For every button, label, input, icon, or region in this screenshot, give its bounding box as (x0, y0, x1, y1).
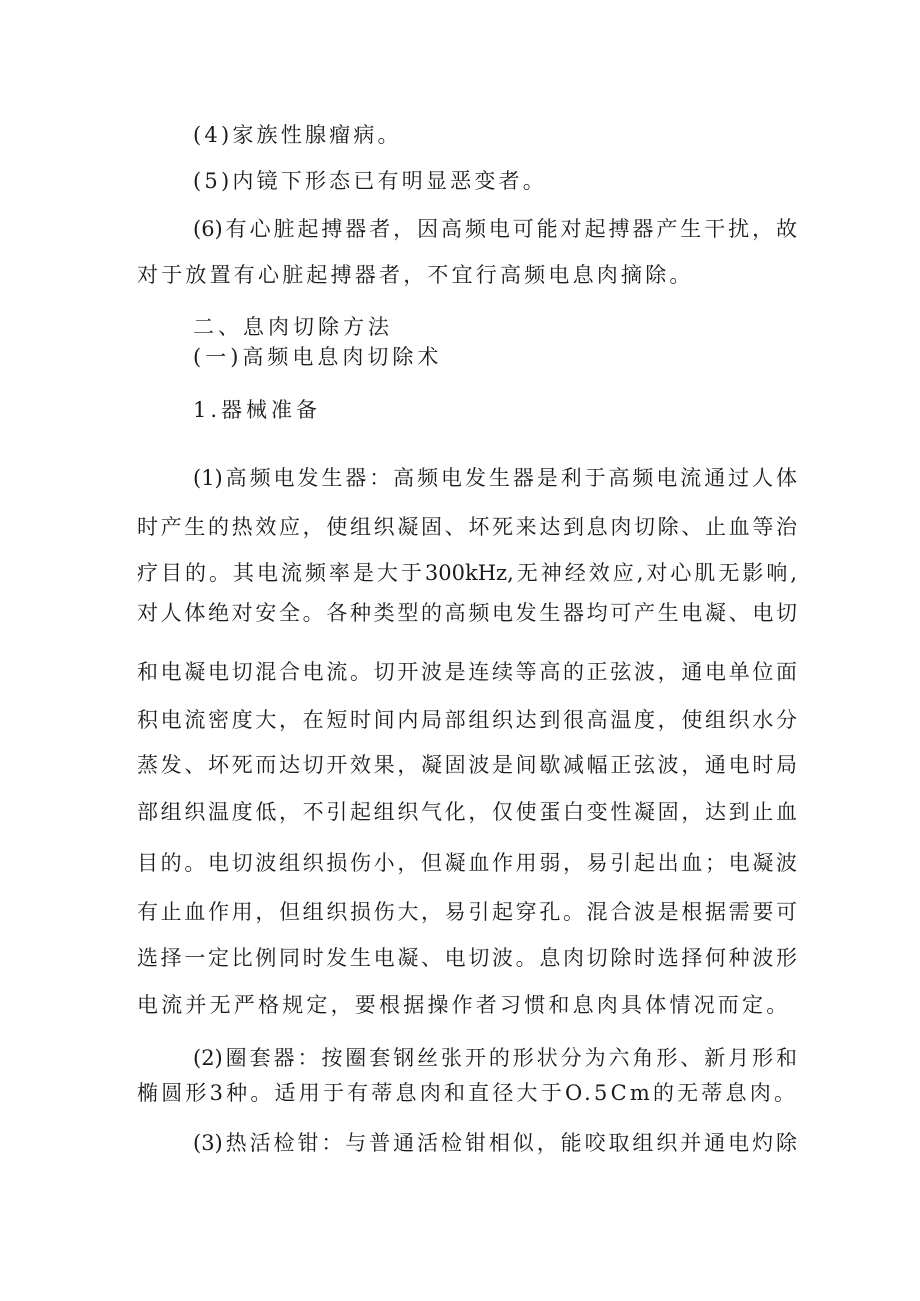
list-item-6: (6)有心脏起搏器者，因高频电可能对起搏器产生干扰，故 (193, 217, 797, 241)
section-heading: 二、息肉切除方法 (193, 315, 393, 339)
paragraph-line: 电流并无严格规定，要根据操作者习惯和息肉具体情况而定。 (137, 993, 791, 1017)
list-item-6-continued: 对于放置有心脏起搏器者，不宜行高频电息肉摘除。 (137, 263, 694, 287)
paragraph-line: (2)圈套器：按圈套钢丝张开的形状分为六角形、新月形和 (193, 1046, 797, 1070)
paragraph-line: (1)高频电发生器：高频电发生器是利于高频电流通过人体 (193, 466, 797, 490)
subsection-heading: (一)高频电息肉切除术 (193, 345, 443, 369)
paragraph-line: 目的。电切波组织损伤小，但凝血作用弱，易引起出血；电凝波 (137, 851, 797, 875)
paragraph-line: 时产生的热效应，使组织凝固、坏死来达到息肉切除、止血等治 (137, 515, 797, 539)
list-item-5: (5)内镜下形态已有明显恶变者。 (193, 169, 547, 193)
paragraph-line: 疗目的。其电流频率是大于300kHz,无神经效应,对心肌无影响, (137, 561, 797, 585)
paragraph-line: 选择一定比例同时发生电凝、电切波。息肉切除时选择何种波形 (137, 946, 797, 970)
subsubsection-heading: 1.器械准备 (193, 398, 322, 422)
paragraph-line: 蒸发、坏死而达切开效果，凝固波是间歇减幅正弦波，通电时局 (137, 753, 797, 777)
paragraph-line: 椭圆形3种。适用于有蒂息肉和直径大于O.5Cm的无蒂息肉。 (137, 1081, 799, 1105)
paragraph-line: 对人体绝对安全。各种类型的高频电发生器均可产生电凝、电切 (137, 601, 797, 625)
paragraph-line: 和电凝电切混合电流。切开波是连续等高的正弦波，通电单位面 (137, 660, 797, 684)
paragraph-line: 部组织温度低，不引起组织气化，仅使蛋白变性凝固，达到止血 (137, 800, 797, 824)
paragraph-line: 有止血作用，但组织损伤大，易引起穿孔。混合波是根据需要可 (137, 900, 797, 924)
list-item-4: (4)家族性腺瘤病。 (193, 123, 402, 147)
paragraph-line: (3)热活检钳：与普通活检钳相似，能咬取组织并通电灼除 (193, 1131, 797, 1155)
paragraph-line: 积电流密度大，在短时间内局部组织达到很高温度，使组织水分 (137, 708, 797, 732)
